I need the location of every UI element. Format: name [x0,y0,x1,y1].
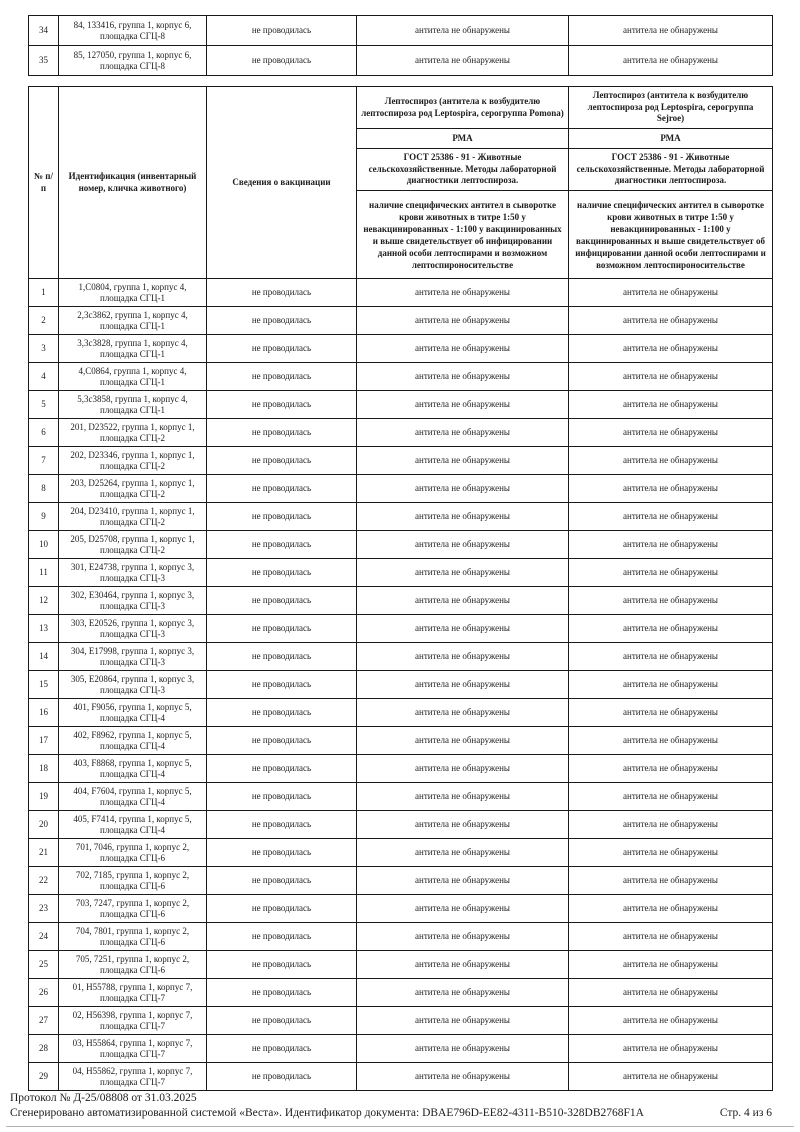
animal-identification: 404, F7604, группа 1, корпус 5, площадка СГЦ-4 [59,783,207,811]
table-row [29,307,773,335]
row-number: 27 [29,1007,59,1035]
row-number: 13 [29,615,59,643]
result-pomona: антитела не обнаружены [357,1063,569,1091]
result-sejroe: антитела не обнаружены [569,811,773,839]
row-number: 34 [29,16,59,46]
vaccination-info: не проводилась [207,279,357,307]
table-row [29,1063,773,1091]
vaccination-info: не проводилась [207,839,357,867]
result-sejroe: антитела не обнаружены [569,783,773,811]
result-pomona: антитела не обнаружены [357,1007,569,1035]
vaccination-info: не проводилась [207,1063,357,1091]
animal-identification: 704, 7801, группа 1, корпус 2, площадка СГЦ-6 [59,923,207,951]
result-pomona: антитела не обнаружены [357,307,569,335]
result-sejroe: антитела не обнаружены [569,335,773,363]
table-row [29,16,773,46]
animal-identification: 85, 127050, группа 1, корпус 6, площадка СГЦ-8 [59,46,207,76]
vaccination-info: не проводилась [207,503,357,531]
results-table-body [29,279,773,1091]
row-number: 26 [29,979,59,1007]
header-row-number: № п/п [29,87,59,279]
result-pomona: антитела не обнаружены [357,671,569,699]
result-pomona: антитела не обнаружены [357,279,569,307]
animal-identification: 3,3с3828, группа 1, корпус 4, площадка СГЦ-1 [59,335,207,363]
result-sejroe: антитела не обнаружены [569,979,773,1007]
table-row [29,895,773,923]
table-row [29,391,773,419]
table-row [29,1007,773,1035]
result-pomona: антитела не обнаружены [357,16,569,46]
animal-identification: 5,3с3858, группа 1, корпус 4, площадка СГЦ-1 [59,391,207,419]
row-number: 5 [29,391,59,419]
header-gost-sejroe: ГОСТ 25386 - 91 - Животные сельскохозяйственные. Методы лабораторной диагностики лептоспироза. [569,149,773,191]
vaccination-info: не проводилась [207,531,357,559]
row-number: 4 [29,363,59,391]
animal-identification: 703, 7247, группа 1, корпус 2, площадка СГЦ-6 [59,895,207,923]
animal-identification: 403, F8868, группа 1, корпус 5, площадка СГЦ-4 [59,755,207,783]
row-number: 22 [29,867,59,895]
row-number: 12 [29,587,59,615]
result-sejroe: антитела не обнаружены [569,503,773,531]
row-number: 20 [29,811,59,839]
header-method-pomona: РМА [357,129,569,149]
result-pomona: антитела не обнаружены [357,979,569,1007]
vaccination-info: не проводилась [207,363,357,391]
vaccination-info: не проводилась [207,783,357,811]
table-row [29,419,773,447]
table-row [29,475,773,503]
page-number: Стр. 4 из 6 [719,1107,772,1119]
generated-by-line: Сгенерировано автоматизированной системой «Веста». Идентификатор документа: DBAE796D-EE82-4311-B510-328DB2768F1A [10,1107,644,1119]
animal-identification: 201, D23522, группа 1, корпус 1, площадка СГЦ-2 [59,419,207,447]
row-number: 2 [29,307,59,335]
animal-identification: 402, F8962, группа 1, корпус 5, площадка СГЦ-4 [59,727,207,755]
table-row [29,671,773,699]
row-number: 25 [29,951,59,979]
result-sejroe: антитела не обнаружены [569,391,773,419]
result-pomona: антитела не обнаружены [357,783,569,811]
header-disease-sejroe: Лептоспироз (антитела к возбудителю лептоспироза род Leptospira, серогруппа Sejroe) [569,87,773,129]
table-row [29,279,773,307]
animal-identification: 701, 7046, группа 1, корпус 2, площадка СГЦ-6 [59,839,207,867]
vaccination-info: не проводилась [207,559,357,587]
vaccination-info: не проводилась [207,391,357,419]
animal-identification: 02, H56398, группа 1, корпус 7, площадка СГЦ-7 [59,1007,207,1035]
result-sejroe: антитела не обнаружены [569,951,773,979]
table-row [29,699,773,727]
result-sejroe: антитела не обнаружены [569,475,773,503]
animal-identification: 202, D23346, группа 1, корпус 1, площадка СГЦ-2 [59,447,207,475]
table-row [29,643,773,671]
result-pomona: антитела не обнаружены [357,475,569,503]
table-row [29,46,773,76]
table-row [29,811,773,839]
result-pomona: антитела не обнаружены [357,951,569,979]
results-table [28,86,773,1091]
table-row [29,335,773,363]
result-sejroe: антитела не обнаружены [569,363,773,391]
header-interpretation-sejroe: наличие специфических антител в сыворотке крови животных в титре 1:50 у невакцинированных - 1:100 у вакцинированных и выше свидетельствует об инфицировании данной особи лептоспирами и возможном лептоспироносительстве [569,191,773,279]
result-pomona: антитела не обнаружены [357,615,569,643]
result-pomona: антитела не обнаружены [357,587,569,615]
table-row [29,587,773,615]
vaccination-info: не проводилась [207,895,357,923]
results-table-header [29,87,773,279]
header-disease-pomona: Лептоспироз (антитела к возбудителю лептоспироза род Leptospira, серогруппа Pomona) [357,87,569,129]
vaccination-info: не проводилась [207,867,357,895]
header-interpretation-pomona: наличие специфических антител в сыворотке крови животных в титре 1:50 у невакцинированных - 1:100 у вакцинированных и выше свидетельствует об инфицировании данной особи лептоспирами и возможном лептоспироносительстве [357,191,569,279]
table-row [29,615,773,643]
result-pomona: антитела не обнаружены [357,363,569,391]
table-row [29,447,773,475]
table-row [29,559,773,587]
row-number: 14 [29,643,59,671]
row-number: 35 [29,46,59,76]
header-method-sejroe: РМА [569,129,773,149]
vaccination-info: не проводилась [207,755,357,783]
table-row [29,531,773,559]
result-pomona: антитела не обнаружены [357,811,569,839]
row-number: 19 [29,783,59,811]
table-row [29,867,773,895]
result-sejroe: антитела не обнаружены [569,699,773,727]
vaccination-info: не проводилась [207,979,357,1007]
vaccination-info: не проводилась [207,447,357,475]
animal-identification: 84, 133416, группа 1, корпус 6, площадка СГЦ-8 [59,16,207,46]
row-number: 24 [29,923,59,951]
previous-table-tail [28,15,773,76]
result-sejroe: антитела не обнаружены [569,727,773,755]
result-pomona: антитела не обнаружены [357,559,569,587]
vaccination-info: не проводилась [207,727,357,755]
result-pomona: антитела не обнаружены [357,531,569,559]
result-pomona: антитела не обнаружены [357,503,569,531]
row-number: 7 [29,447,59,475]
result-sejroe: антитела не обнаружены [569,671,773,699]
table-row [29,979,773,1007]
animal-identification: 302, E30464, группа 1, корпус 3, площадка СГЦ-3 [59,587,207,615]
result-pomona: антитела не обнаружены [357,867,569,895]
table-row [29,727,773,755]
vaccination-info: не проводилась [207,475,357,503]
vaccination-info: не проводилась [207,587,357,615]
protocol-number: Протокол № Д-25/08808 от 31.03.2025 [10,1092,197,1104]
result-pomona: антитела не обнаружены [357,839,569,867]
result-sejroe: антитела не обнаружены [569,923,773,951]
header-identification: Идентификация (инвентарный номер, кличка животного) [59,87,207,279]
vaccination-info: не проводилась [207,46,357,76]
result-sejroe: антитела не обнаружены [569,279,773,307]
row-number: 16 [29,699,59,727]
row-number: 15 [29,671,59,699]
result-pomona: антитела не обнаружены [357,643,569,671]
table-row [29,783,773,811]
vaccination-info: не проводилась [207,1035,357,1063]
row-number: 9 [29,503,59,531]
table-row [29,503,773,531]
row-number: 29 [29,1063,59,1091]
header-vaccination: Сведения о вакцинации [207,87,357,279]
vaccination-info: не проводилась [207,699,357,727]
animal-identification: 405, F7414, группа 1, корпус 5, площадка СГЦ-4 [59,811,207,839]
table-row [29,363,773,391]
row-number: 21 [29,839,59,867]
animal-identification: 705, 7251, группа 1, корпус 2, площадка СГЦ-6 [59,951,207,979]
row-number: 10 [29,531,59,559]
animal-identification: 4,C0864, группа 1, корпус 4, площадка СГЦ-1 [59,363,207,391]
row-number: 23 [29,895,59,923]
animal-identification: 401, F9056, группа 1, корпус 5, площадка СГЦ-4 [59,699,207,727]
vaccination-info: не проводилась [207,643,357,671]
vaccination-info: не проводилась [207,1007,357,1035]
result-pomona: антитела не обнаружены [357,335,569,363]
result-sejroe: антитела не обнаружены [569,559,773,587]
result-pomona: антитела не обнаружены [357,699,569,727]
animal-identification: 303, E20526, группа 1, корпус 3, площадка СГЦ-3 [59,615,207,643]
vaccination-info: не проводилась [207,419,357,447]
result-sejroe: антитела не обнаружены [569,1035,773,1063]
result-sejroe: антитела не обнаружены [569,839,773,867]
table-row [29,923,773,951]
row-number: 18 [29,755,59,783]
result-sejroe: антитела не обнаружены [569,615,773,643]
result-sejroe: антитела не обнаружены [569,755,773,783]
result-pomona: антитела не обнаружены [357,391,569,419]
table-row [29,1035,773,1063]
result-pomona: антитела не обнаружены [357,727,569,755]
result-sejroe: антитела не обнаружены [569,1063,773,1091]
result-sejroe: антитела не обнаружены [569,419,773,447]
row-number: 11 [29,559,59,587]
animal-identification: 205, D25708, группа 1, корпус 1, площадка СГЦ-2 [59,531,207,559]
row-number: 1 [29,279,59,307]
vaccination-info: не проводилась [207,16,357,46]
animal-identification: 1,C0804, группа 1, корпус 4, площадка СГЦ-1 [59,279,207,307]
animal-identification: 304, E17998, группа 1, корпус 3, площадка СГЦ-3 [59,643,207,671]
animal-identification: 305, E20864, группа 1, корпус 3, площадка СГЦ-3 [59,671,207,699]
table-row [29,755,773,783]
result-sejroe: антитела не обнаружены [569,46,773,76]
result-sejroe: антитела не обнаружены [569,643,773,671]
vaccination-info: не проводилась [207,615,357,643]
animal-identification: 301, E24738, группа 1, корпус 3, площадка СГЦ-3 [59,559,207,587]
vaccination-info: не проводилась [207,335,357,363]
result-pomona: антитела не обнаружены [357,46,569,76]
result-pomona: антитела не обнаружены [357,1035,569,1063]
result-sejroe: антитела не обнаружены [569,16,773,46]
animal-identification: 01, H55788, группа 1, корпус 7, площадка СГЦ-7 [59,979,207,1007]
row-number: 3 [29,335,59,363]
animal-identification: 04, H55862, группа 1, корпус 7, площадка СГЦ-7 [59,1063,207,1091]
vaccination-info: не проводилась [207,811,357,839]
result-sejroe: антитела не обнаружены [569,587,773,615]
result-sejroe: антитела не обнаружены [569,307,773,335]
result-pomona: антитела не обнаружены [357,447,569,475]
animal-identification: 03, H55864, группа 1, корпус 7, площадка СГЦ-7 [59,1035,207,1063]
vaccination-info: не проводилась [207,951,357,979]
row-number: 17 [29,727,59,755]
row-number: 8 [29,475,59,503]
result-pomona: антитела не обнаружены [357,895,569,923]
header-gost-pomona: ГОСТ 25386 - 91 - Животные сельскохозяйственные. Методы лабораторной диагностики лептоспироза. [357,149,569,191]
previous-table-body [29,16,773,76]
vaccination-info: не проводилась [207,671,357,699]
animal-identification: 204, D23410, группа 1, корпус 1, площадка СГЦ-2 [59,503,207,531]
animal-identification: 702, 7185, группа 1, корпус 2, площадка СГЦ-6 [59,867,207,895]
vaccination-info: не проводилась [207,307,357,335]
row-number: 6 [29,419,59,447]
table-row [29,951,773,979]
table-row [29,839,773,867]
vaccination-info: не проводилась [207,923,357,951]
animal-identification: 2,3с3862, группа 1, корпус 4, площадка СГЦ-1 [59,307,207,335]
result-sejroe: антитела не обнаружены [569,531,773,559]
result-sejroe: антитела не обнаружены [569,867,773,895]
result-sejroe: антитела не обнаружены [569,895,773,923]
result-pomona: антитела не обнаружены [357,755,569,783]
result-sejroe: антитела не обнаружены [569,447,773,475]
row-number: 28 [29,1035,59,1063]
result-pomona: антитела не обнаружены [357,419,569,447]
animal-identification: 203, D25264, группа 1, корпус 1, площадка СГЦ-2 [59,475,207,503]
header-row-disease [29,87,773,129]
page-bottom-rule [6,1126,794,1127]
result-pomona: антитела не обнаружены [357,923,569,951]
result-sejroe: антитела не обнаружены [569,1007,773,1035]
